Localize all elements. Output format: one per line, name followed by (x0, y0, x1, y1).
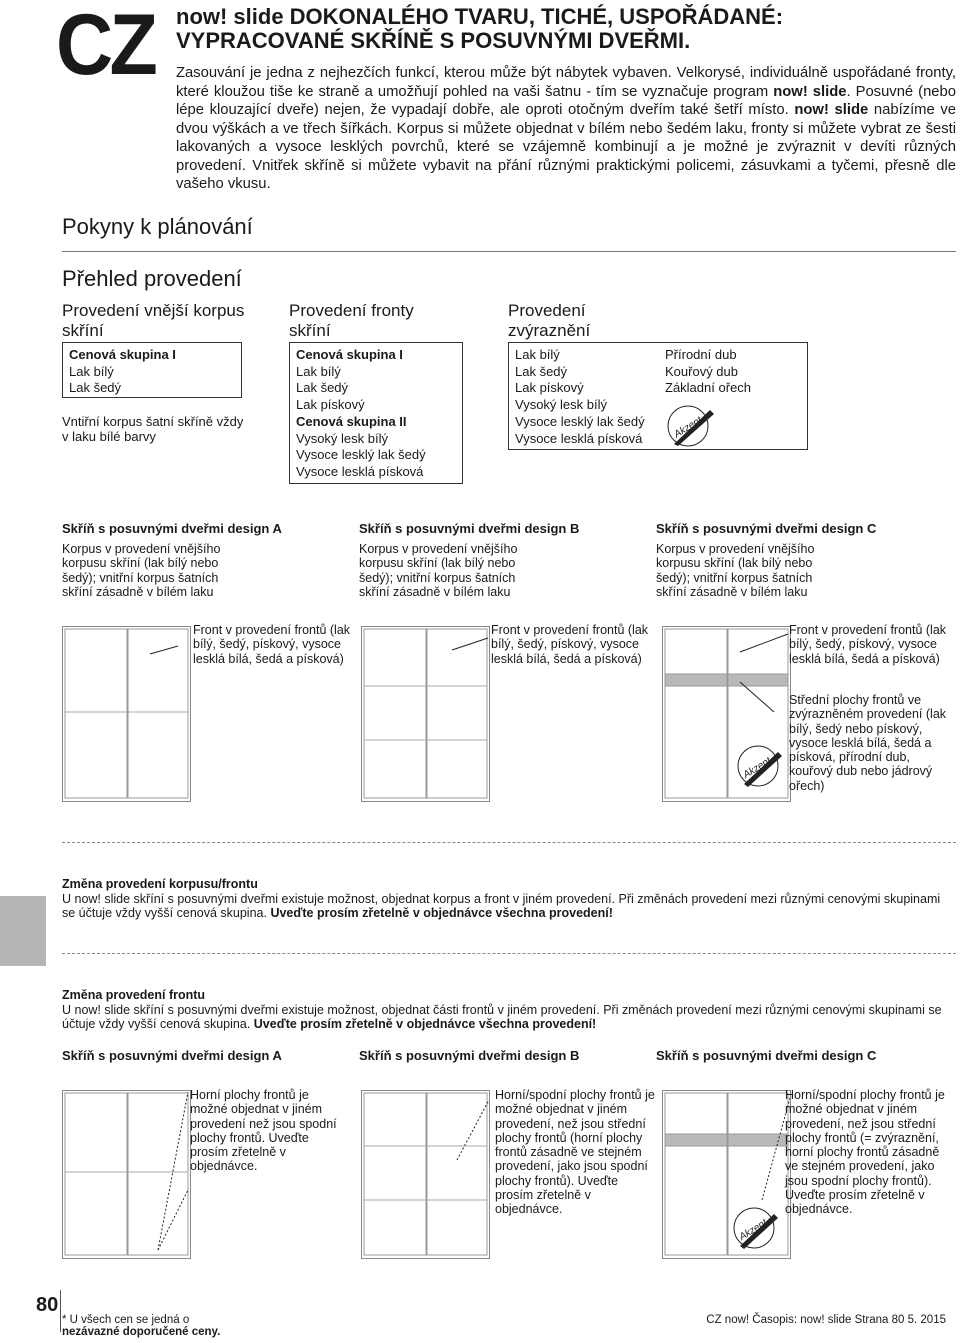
change-body-text: U now! slide skříní s posuvnými dveřmi existuje možnost, objednat korpus a front v jiném provedení. Při změnách provedení mezi různými cenovými skupinami se účtuje vždy vyšší cenová skupina. (62, 891, 941, 921)
col1-heading: Provedení vnější korpus skříní (62, 301, 245, 340)
option-item: Vysoce lesklá písková (515, 430, 643, 446)
language-code: CZ (56, 0, 155, 93)
option-item: Lak šedý (515, 363, 568, 379)
option-item: Přírodní dub (665, 347, 737, 362)
akzent-badge-icon (734, 742, 790, 798)
dashed-divider (62, 953, 956, 954)
sidebar-tab (0, 896, 46, 966)
col1-note: Vntiřní korpus šatní skříně vždy v laku bílé barvy (62, 414, 244, 444)
badge-text: Akzent (672, 414, 705, 441)
akzent-badge-icon (664, 400, 724, 460)
page-title: now! slide DOKONALÉHO TVARU, TICHÉ, USPOŘÁDANÉ: VYPRACOVANÉ SKŘÍNĚ S POSUVNÝMI DVEŘMI. (176, 4, 784, 53)
divider (62, 251, 956, 252)
design2-b-note: Horní/spodní plochy frontů je možné objednat v jiném provedení, než jsou střední plochy frontů (horní plochy frontů zásadně ve stejném provedení, jako jsou spodní plochy frontů). Uveďte prosím zřetelně v objednávce. (495, 1088, 655, 1217)
badge-text: Akzent (741, 755, 774, 781)
option-item: Lak šedý (296, 380, 349, 396)
footer-divider (60, 1290, 61, 1332)
design2-b-title: Skříň s posuvnými dveřmi design B (359, 1048, 580, 1063)
design-b-body: Korpus v provedení vnějšího korpusu skříní (lak bílý nebo šedý); vnitřní korpus šatních skříní zásadně v bílém laku (359, 542, 518, 599)
option-item: Vysoký lesk bílý (296, 430, 388, 446)
col2-box (289, 342, 463, 484)
price-group-label: Cenová skupina II (296, 413, 407, 429)
design-c-body: Korpus v provedení vnějšího korpusu skříní (lak bílý nebo šedý); vnitřní korpus šatních skříní zásadně v bílém laku (656, 542, 815, 599)
design2-c-title: Skříň s posuvnými dveřmi design C (656, 1048, 877, 1063)
option-item: Vysoce lesklá písková (296, 463, 424, 479)
change-front-text: U now! slide skříní s posuvnými dveřmi existuje možnost, objednat části frontů v jiném provedení. Při změnách provedení mezi různými cenovými skupinami se účtuje vždy vyšší cenová skupina. (62, 1002, 942, 1032)
option-item: Lak pískový (515, 380, 584, 396)
design-c-middle-note: Střední plochy frontů ve zvýrazněném provedení (lak bílý, šedý nebo pískový, vysoce lesklá bílá, šedá a písková, přírodní dub, kouřový dub nebo jádrový ořech) (789, 693, 947, 793)
brand-name: now! slide (773, 83, 847, 100)
change-body-bold: Uveďte prosím zřetelně v objednávce všechna provedení! (270, 906, 613, 921)
akzent-badge-icon (730, 1204, 786, 1260)
wardrobe-design-a-variant (62, 1090, 192, 1260)
option-item: Vysoký lesk bílý (515, 397, 607, 413)
planning-heading: Pokyny k plánování (62, 214, 253, 239)
design-a-front-note: Front v provedení frontů (lak bílý, šedý, pískový, vysoce lesklá bílá, šedá a písková) (193, 623, 351, 666)
option-item: Lak šedý (69, 380, 122, 396)
dashed-divider (62, 842, 956, 843)
badge-text: Akzent (737, 1217, 770, 1243)
footer-info: CZ now! Časopis: now! slide Strana 80 5. 2015 (706, 1314, 946, 1326)
intro-text-2: . Posuvné (nebo lépe klouzající dveře) nejen, že vypadají dobře, ale oproti otočným dveřím také šetří místo. (176, 83, 956, 118)
wardrobe-design-b-variant (361, 1090, 491, 1260)
design2-c-note: Horní/spodní plochy frontů je možné objednat v jiném provedení, než jsou střední plochy frontů (= zvýraznění, horní plochy frontů zásadně ve stejném provedení, jako jsou spodní plochy frontů). Uveďte prosím zřetelně v objednávce. (785, 1088, 945, 1217)
option-item: Základní ořech (665, 380, 751, 396)
change-front-heading: Změna provedení frontu (62, 988, 206, 1002)
option-item: Kouřový dub (665, 363, 738, 379)
price-group-label: Cenová skupina I (69, 347, 176, 362)
col2-heading: Provedení fronty skříní (289, 301, 414, 340)
intro-paragraph (176, 64, 956, 194)
change-body-heading: Změna provedení korpusu/frontu (62, 877, 258, 891)
option-item: Lak bílý (69, 363, 114, 379)
col3-heading: Provedení zvýraznění (508, 301, 591, 340)
brand-name: now! slide (794, 102, 869, 118)
change-front-bold: Uveďte prosím zřetelně v objednávce všechna provedení! (253, 1017, 597, 1032)
price-note (62, 1314, 220, 1338)
design-a-title: Skříň s posuvnými dveřmi design A (62, 521, 282, 536)
option-item: Lak bílý (515, 347, 560, 362)
col1-box (62, 342, 242, 398)
price-note-line: nezávazné doporučené ceny. (62, 1326, 221, 1338)
design2-a-note: Horní plochy frontů je možné objednat v jiném provedení než jsou spodní plochy frontů. Uveďte prosím zřetelně v objednávce. (190, 1088, 337, 1174)
overview-heading: Přehled provedení (62, 266, 242, 291)
design-b-title: Skříň s posuvnými dveřmi design B (359, 521, 580, 536)
intro-text-3: nabízíme ve dvou výškách a ve třech šířkách. Korpus si můžete objednat v bílém nebo šedém laku, fronty si můžete vybrat ze šesti lakovaných a vysoce lesklých povrchů, které se vzájemně kombinují a je možné je zvýraznit v devíti různých provedení. Vnitřek skříně si můžete vybavit na přání různými praktickými policemi, zásuvkami a tyčemi, přesně dle vašeho vkusu. (176, 102, 956, 192)
option-item: Lak bílý (296, 363, 341, 379)
design-c-title: Skříň s posuvnými dveřmi design C (656, 521, 877, 536)
design-b-front-note: Front v provedení frontů (lak bílý, šedý, pískový, vysoce lesklá bílá, šedá a písková) (491, 623, 649, 666)
price-group-label: Cenová skupina I (296, 347, 403, 362)
design-c-front-note: Front v provedení frontů (lak bílý, šedý, pískový, vysoce lesklá bílá, šedá a písková) (789, 623, 947, 666)
option-item: Lak pískový (296, 397, 365, 413)
col3-box (508, 342, 808, 450)
page-number: 80 (36, 1294, 59, 1316)
option-item: Vysoce lesklý lak šedý (515, 413, 645, 429)
price-note-line: * U všech cen se jedná o (62, 1314, 190, 1326)
option-item: Vysoce lesklý lak šedý (296, 447, 426, 463)
design-a-body: Korpus v provedení vnějšího korpusu skříní (lak bílý nebo šedý); vnitřní korpus šatních skříní zásadně v bílém laku (62, 542, 221, 599)
design2-a-title: Skříň s posuvnými dveřmi design A (62, 1048, 282, 1063)
intro-text-1: Zasouvání je jedna z nejhezčích funkcí, kterou může být nábytek vybaven. Velkorysé, individuálně uspořádané fronty, které kloužou tiše ke straně a umožňují pohled na vaši šatnu - tím se vyznačuje program (176, 65, 956, 100)
